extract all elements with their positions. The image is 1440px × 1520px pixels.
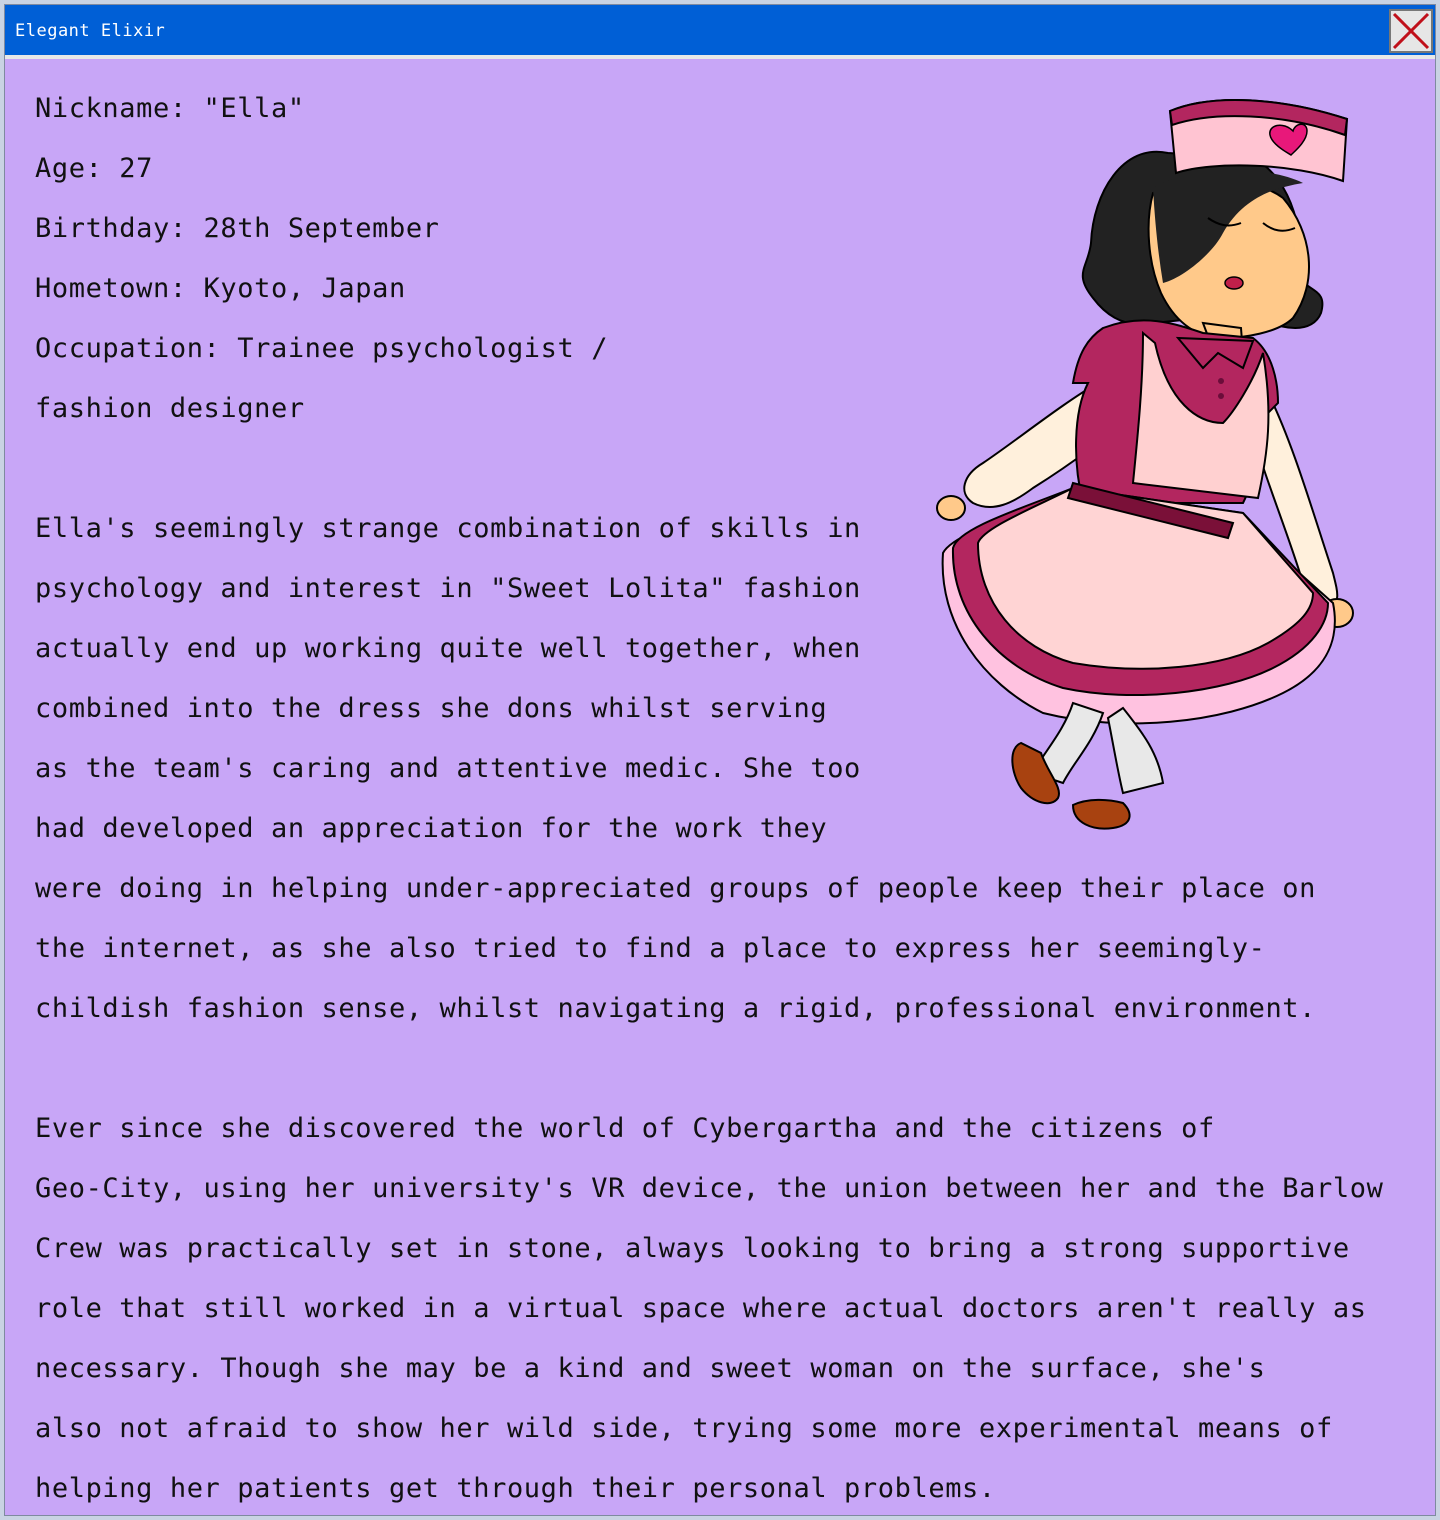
bio-p1-line: as the team's caring and attentive medic. She too	[35, 753, 861, 784]
bio-p1-line: had developed an appreciation for the work they	[35, 813, 828, 844]
spacer	[35, 1039, 1415, 1099]
bio-p2-line: Ever since she discovered the world of Cybergartha and the citizens of	[35, 1113, 1215, 1144]
bio-p1-line: were doing in helping under-appreciated groups of people keep their place on	[35, 873, 1317, 904]
bio-p2-line: role that still worked in a virtual space where actual doctors aren't really as	[35, 1293, 1367, 1324]
bio-p1-line: childish fashion sense, whilst navigating a rigid, professional environment.	[35, 993, 1317, 1024]
bio-p2-line: also not afraid to show her wild side, trying some more experimental means of	[35, 1413, 1333, 1444]
hometown-line: Hometown: Kyoto, Japan	[35, 273, 406, 304]
spacer	[35, 439, 1415, 499]
bio-p1-line: the internet, as she also tried to find a place to express her seemingly-	[35, 933, 1266, 964]
birthday-line: Birthday: 28th September	[35, 213, 440, 244]
bio-p1-line: Ella's seemingly strange combination of skills in	[35, 513, 861, 544]
bio-p1-line: actually end up working quite well together, when	[35, 633, 861, 664]
age-line: Age: 27	[35, 153, 153, 184]
window-title: Elegant Elixir	[15, 21, 166, 41]
nickname-line: Nickname: "Ella"	[35, 93, 305, 124]
bio-p1-line: combined into the dress she dons whilst serving	[35, 693, 828, 724]
bio-p2-line: Geo-City, using her university's VR device, the union between her and the Barlow	[35, 1173, 1384, 1204]
bio-p2-line: Crew was practically set in stone, always looking to bring a strong supportive	[35, 1233, 1350, 1264]
title-bar[interactable]	[5, 5, 1435, 59]
profile-text	[35, 79, 1415, 1516]
bio-p2-line: necessary. Though she may be a kind and sweet woman on the surface, she's	[35, 1353, 1266, 1384]
profile-window	[4, 4, 1436, 1516]
close-button[interactable]	[1389, 9, 1433, 53]
bio-p1-line: psychology and interest in "Sweet Lolita" fashion	[35, 573, 861, 604]
bio-p2-line: helping her patients get through their personal problems.	[35, 1473, 996, 1504]
occupation-line: Occupation: Trainee psychologist /	[35, 333, 609, 364]
occupation-line-continued: fashion designer	[35, 393, 305, 424]
close-x-icon	[1391, 11, 1431, 51]
